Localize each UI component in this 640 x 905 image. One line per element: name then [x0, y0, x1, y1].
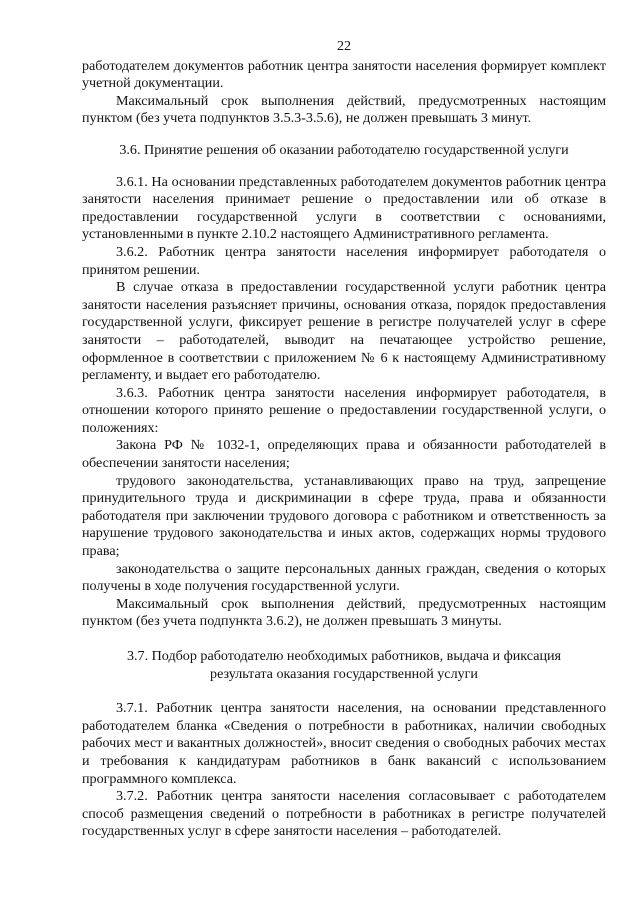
paragraph-refusal: В случае отказа в предоставлении государственной услуги работник центра занятости населения разъясняет причины, основания отказа, порядок предоставления государственной услуги, фиксирует решение в регистре получателей услуг в сфере занятости – работодателей, выводит на печатающее устройство решение, оформленное в соответствии с приложением № 6 к настоящему Административному регламенту, и выдает его работодателю. — [82, 279, 606, 384]
section-heading-3-7 — [82, 648, 606, 683]
paragraph-time-limit-3-6: Максимальный срок выполнения действий, предусмотренных настоящим пунктом (без учета подпункта 3.6.2), не должен превышать 3 минуты. — [82, 595, 606, 630]
paragraph-continuation: работодателем документов работник центра занятости населения формирует комплект учетной документации. — [82, 57, 606, 92]
paragraph-personal-data: законодательства о защите персональных данных граждан, сведения о которых получены в ходе получения государственной услуги. — [82, 560, 606, 595]
page-number: 22 — [336, 38, 352, 54]
section-heading-3-6: 3.6. Принятие решения об оказании работодателю государственной услуги — [119, 141, 569, 158]
document-page — [82, 38, 606, 841]
section-heading-3-7-line2: результата оказания государственной услуги — [210, 665, 478, 682]
paragraph-3-6-1: 3.6.1. На основании представленных работодателем документов работник центра занятости населения принимает решение о предоставлении или об отказе в предоставлении государственной услуги в соответствии с основаниями, установленными в пункте 2.10.2 настоящего Административного регламента. — [82, 173, 606, 243]
section-heading-3-7-line1: 3.7. Подбор работодателю необходимых работников, выдача и фиксация — [126, 648, 562, 664]
paragraph-time-limit-3-5: Максимальный срок выполнения действий, предусмотренных настоящим пунктом (без учета подпунктов 3.5.3-3.5.6), не должен превышать 3 минут. — [82, 92, 606, 127]
paragraph-labor-law: трудового законодательства, устанавливающих право на труд, запрещение принудительного труда и дискриминации в сфере труда, права и обязанности работодателя при заключении трудового договора с работником и ответственность за нарушение трудового законодательства и иных актов, содержащих нормы трудового права; — [82, 472, 606, 560]
paragraph-3-7-2: 3.7.2. Работник центра занятости населения согласовывает с работодателем способ размещения сведений о потребности в работниках в регистре получателей государственных услуг в сфере занятости населения – работодателей. — [82, 788, 606, 840]
paragraph-3-7-1: 3.7.1. Работник центра занятости населения, на основании представленного работодателем бланка «Сведения о потребности в работниках, наличии свободных рабочих мест и вакантных должностей», вносит сведения о свободных рабочих местах и требования к кандидатурам работников в банк вакансий с использованием программного комплекса. — [82, 700, 606, 787]
paragraph-3-6-2: 3.6.2. Работник центра занятости населения информирует работодателя о принятом решении. — [82, 243, 606, 278]
paragraph-law-1032-1: Закона РФ № 1032-1, определяющих права и обязанности работодателей в обеспечении занятости населения; — [82, 437, 606, 472]
paragraph-3-6-3: 3.6.3. Работник центра занятости населения информирует работодателя, в отношении которого принято решение о предоставлении государственной услуги, о положениях: — [82, 384, 606, 436]
